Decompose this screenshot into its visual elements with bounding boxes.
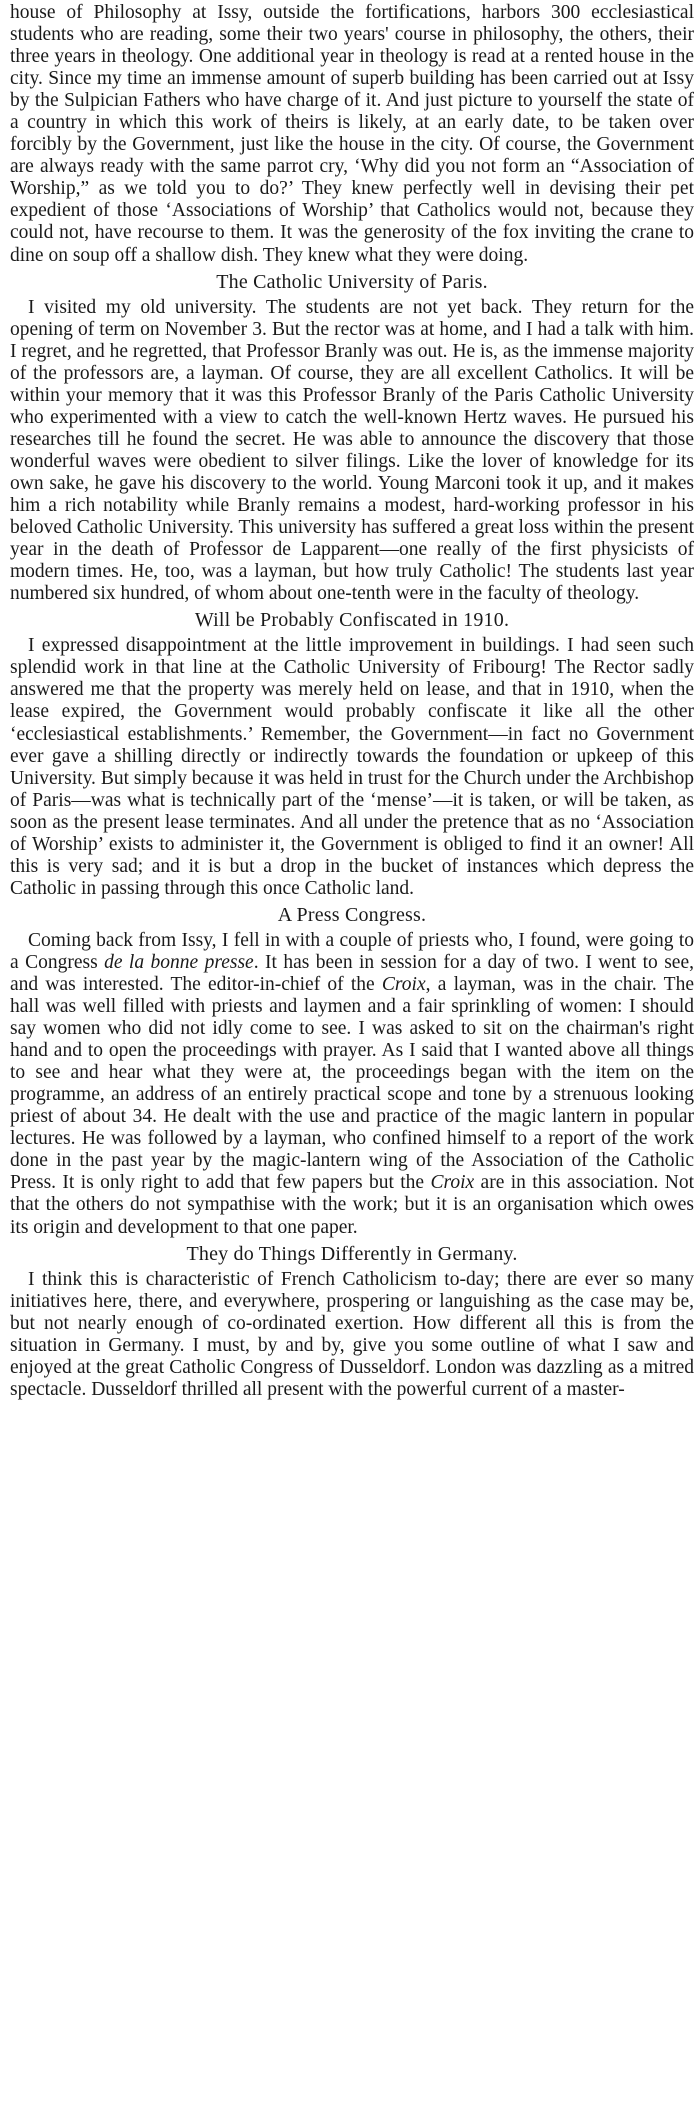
heading-catholic-university: The Catholic University of Paris. [216,270,488,293]
text-run: are in this association. Not that the others do not sympathise with the work; but it is an organisation which owes its origin and development to that one paper. [10,1172,694,1238]
italic-phrase: de la bonne presse [104,951,254,973]
paragraph-university: I visited my old university. The students are not yet back. They return for the opening of term on November 3. But the rector was at home, and I had a talk with him. I regret, and he regretted, that Professor Branly was out. He is, as the immense majority of the professors are, a layman. Of course, they are all excellent Catholics. It will be within your memory that it was this Professor Branly of the Paris Catholic University who experimented with a view to catch the well-known Hertz waves. He pursued his researches till he found the secret. He was able to announce the discovery that those wonderful waves were obedient to silver filings. Like the lover of knowledge for its own sake, he gave his discovery to the world. Young Marconi took it up, and it makes him a rich notability while Branly remains a modest, hard-working professor in his beloved Catholic University. This university has suffered a great loss within the present year in the death of Professor de Lapparent—one really of the first physicists of modern times. He, too, was a layman, but how truly Catholic! The students last year numbered six hundred, of whom about one-tenth were in the faculty of theology. [10,296,694,605]
heading-confiscated-1910: Will be Probably Confiscated in 1910. [194,609,510,632]
text-run: Coming back from Issy, I fell in with a couple of priests who, I found, were going to a Congress [10,929,694,973]
heading-press-congress: A Press Congress. [277,903,427,926]
italic-title: Croix [381,974,426,996]
paragraph-germany: I think this is characteristic of French Catholicism to-day; there are ever so many initiatives here, there, and everywhere, prospering or languishing as the case may be, but not nearly enough of co-ordinated exertion. How different all this is from the situation in Germany. I must, by and by, give you some outline of what I saw and enjoyed at the great Catholic Congress of Dusseldorf. London was dazzling as a mitred spectacle. Dusseldorf thrilled all present with the powerful current of a master- [10,1268,694,1400]
text-run: . It has been in session for a day of two. I went to see, and was interested. The editor-in-chief of the [10,951,694,996]
italic-title: Croix [430,1172,475,1194]
paragraph-issy: house of Philosophy at Issy, outside the fortifications, harbors 300 ecclesiastical students who are reading, some their two years' course in philosophy, the others, their three years in theology. One additional year in theology is read at a rented house in the city. Since my time an immense amount of superb building has been carried out at Issy by the Sulpician Fathers who have charge of it. And just picture to yourself the state of a country in which this work of theirs is likely, at an early date, to be taken over forcibly by the Government, just like the house in the city. Of course, the Government are always ready with the same parrot cry, ‘Why did you not form an “Association of Worship,” as we told you to do?’ They knew perfectly well in devising their pet expedient of those ‘Associations of Worship’ that Catholics would not, because they could not, have recourse to them. It was the generosity of the fox inviting the crane to dine on soup off a shallow dish. They knew what they were doing. [10,2,694,266]
heading-germany: They do Things Differently in Germany. [186,1242,518,1265]
text-run: , a layman, was in the chair. The hall was well filled with priests and laymen and a fair sprinkling of women: I should say women who did not idly come to see. I was asked to sit on the chairman's right hand and to open the proceedings with prayer. As I said that I wanted above all things to see and hear what they were at, the proceedings began with the item on the programme, an address of an entirely practical scope and tone by a strenuous looking priest of about 34. He dealt with the use and practice of the magic lantern in popular lectures. He was followed by a layman, who confined himself to a report of the work done in the past year by the magic-lantern wing of the Association of the Catholic Press. It is only right to add that few papers but the [10,974,694,1194]
paragraph-press-congress [10,930,694,1239]
paragraph-confiscation: I expressed disappointment at the little improvement in buildings. I had seen such splendid work in that line at the Catholic University of Fribourg! The Rector sadly answered me that the property was merely held on lease, and that in 1910, when the lease expired, the Government would probably confiscate it like all the other ‘ecclesiastical establishments.’ Remember, the Government—in fact no Government ever gave a shilling directly or indirectly towards the foundation or upkeep of this University. But simply because it was held in trust for the Church under the Archbishop of Paris—was what is technically part of the ‘mense’—it is taken, or will be taken, as soon as the present lease terminates. And all under the pretence that as no ‘Association of Worship’ exists to administer it, the Government is obliged to find it an owner! All this is very sad; and it is but a drop in the bucket of instances which depress the Catholic in passing through this once Catholic land. [10,635,694,899]
